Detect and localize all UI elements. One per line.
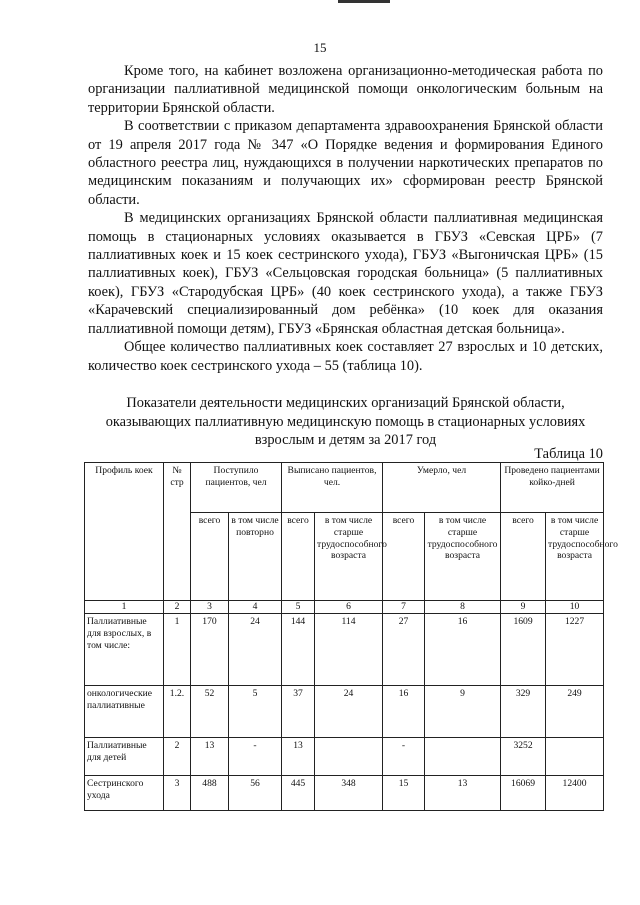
header-discharged: Выписано пациентов, чел. xyxy=(282,463,383,513)
table-label: Таблица 10 xyxy=(534,446,603,462)
header-profile: Профиль коек xyxy=(85,463,164,601)
table-cell: 1.2. xyxy=(164,686,191,738)
subheader-elderly: в том числе старше трудоспособного возраста xyxy=(315,513,383,601)
table-cell: 37 xyxy=(282,686,315,738)
table-cell: 52 xyxy=(191,686,229,738)
table-cell: 1227 xyxy=(546,614,604,686)
table-cell xyxy=(425,738,501,776)
table-cell: - xyxy=(383,738,425,776)
column-number: 5 xyxy=(282,601,315,614)
table-cell xyxy=(315,738,383,776)
table-cell: 1 xyxy=(164,614,191,686)
table-cell: 13 xyxy=(191,738,229,776)
table-cell: 56 xyxy=(229,776,282,811)
header-row-no: № стр xyxy=(164,463,191,601)
subheader-elderly: в том числе старше трудоспособного возраста xyxy=(546,513,604,601)
column-number: 8 xyxy=(425,601,501,614)
table-cell: 13 xyxy=(425,776,501,811)
column-number-row xyxy=(85,601,604,614)
scan-artifact xyxy=(338,0,390,3)
table-caption: Показатели деятельности медицинских организаций Брянской области, оказывающих паллиативную медицинскую помощь в стационарных условиях взрослым и детям за 2017 год xyxy=(105,395,586,448)
paragraph: В соответствии с приказом департамента здравоохранения Брянской области от 19 апреля 2017 года № 347 «О Порядке ведения и формирования Единого областного реестра лиц, нуждающихся в получении наркотических препаратов по медицинским показаниям и получающих их» сформирован реестр Брянской области. xyxy=(88,118,603,208)
table-cell: 170 xyxy=(191,614,229,686)
table-cell: - xyxy=(229,738,282,776)
table-cell: 16 xyxy=(425,614,501,686)
table-cell: 3252 xyxy=(501,738,546,776)
table-cell: 1609 xyxy=(501,614,546,686)
table-cell: 9 xyxy=(425,686,501,738)
row-label: Паллиативные для взрослых, в том числе: xyxy=(85,614,164,686)
column-number: 10 xyxy=(546,601,604,614)
subheader-repeat: в том числе повторно xyxy=(229,513,282,601)
row-label: онкологические паллиативные xyxy=(85,686,164,738)
column-number: 7 xyxy=(383,601,425,614)
table-cell: 329 xyxy=(501,686,546,738)
column-number: 2 xyxy=(164,601,191,614)
column-number: 1 xyxy=(85,601,164,614)
table-cell: 16 xyxy=(383,686,425,738)
header-admitted: Поступило пациентов, чел xyxy=(191,463,282,513)
row-label: Сестринского ухода xyxy=(85,776,164,811)
column-number: 3 xyxy=(191,601,229,614)
subheader-total: всего xyxy=(383,513,425,601)
column-number: 9 xyxy=(501,601,546,614)
table-row xyxy=(85,686,604,738)
table-cell: 3 xyxy=(164,776,191,811)
table-row xyxy=(85,738,604,776)
table-row xyxy=(85,776,604,811)
paragraph: Общее количество паллиативных коек составляет 27 взрослых и 10 детских, количество коек сестринского ухода – 55 (таблица 10). xyxy=(88,339,603,374)
table-cell: 144 xyxy=(282,614,315,686)
subheader-total: всего xyxy=(191,513,229,601)
header-died: Умерло, чел xyxy=(383,463,501,513)
table-cell: 13 xyxy=(282,738,315,776)
subheader-total: всего xyxy=(282,513,315,601)
table-cell xyxy=(546,738,604,776)
column-number: 4 xyxy=(229,601,282,614)
paragraph: В медицинских организациях Брянской области паллиативная медицинская помощь в стационарных условиях оказывается в ГБУЗ «Севская ЦРБ» (7 паллиативных коек и 15 коек сестринского ухода), ГБУЗ «Выгоничская ЦРБ» (15 паллиативных коек), ГБУЗ «Сельцовская городская больница» (5 паллиативных коек), ГБУЗ «Стародубская ЦРБ» (40 коек сестринского ухода), а также ГБУЗ «Карачевский специализированный дом ребёнка» (10 коек для оказания паллиативной помощи детям), ГБУЗ «Брянская областная детская больница». xyxy=(88,210,603,337)
table-cell: 15 xyxy=(383,776,425,811)
paragraph: Кроме того, на кабинет возложена организационно-методическая работа по организации паллиативной медицинской помощи онкологическим больным на территории Брянской области. xyxy=(88,63,603,116)
page-number: 15 xyxy=(313,40,327,55)
table-cell: 27 xyxy=(383,614,425,686)
table-cell: 114 xyxy=(315,614,383,686)
table-cell: 5 xyxy=(229,686,282,738)
table-cell: 445 xyxy=(282,776,315,811)
table-row xyxy=(85,614,604,686)
table-cell: 2 xyxy=(164,738,191,776)
table-cell: 24 xyxy=(229,614,282,686)
header-bed-days: Проведено пациентами койко-дней xyxy=(501,463,604,513)
table-cell: 249 xyxy=(546,686,604,738)
body-text xyxy=(88,62,603,375)
column-number: 6 xyxy=(315,601,383,614)
subheader-elderly: в том числе старше трудоспособного возраста xyxy=(425,513,501,601)
header-row xyxy=(85,463,604,513)
table-cell: 12400 xyxy=(546,776,604,811)
subheader-total: всего xyxy=(501,513,546,601)
table-cell: 348 xyxy=(315,776,383,811)
table-cell: 16069 xyxy=(501,776,546,811)
data-table xyxy=(84,462,618,811)
row-label: Паллиативные для детей xyxy=(85,738,164,776)
table-cell: 24 xyxy=(315,686,383,738)
table-cell: 488 xyxy=(191,776,229,811)
